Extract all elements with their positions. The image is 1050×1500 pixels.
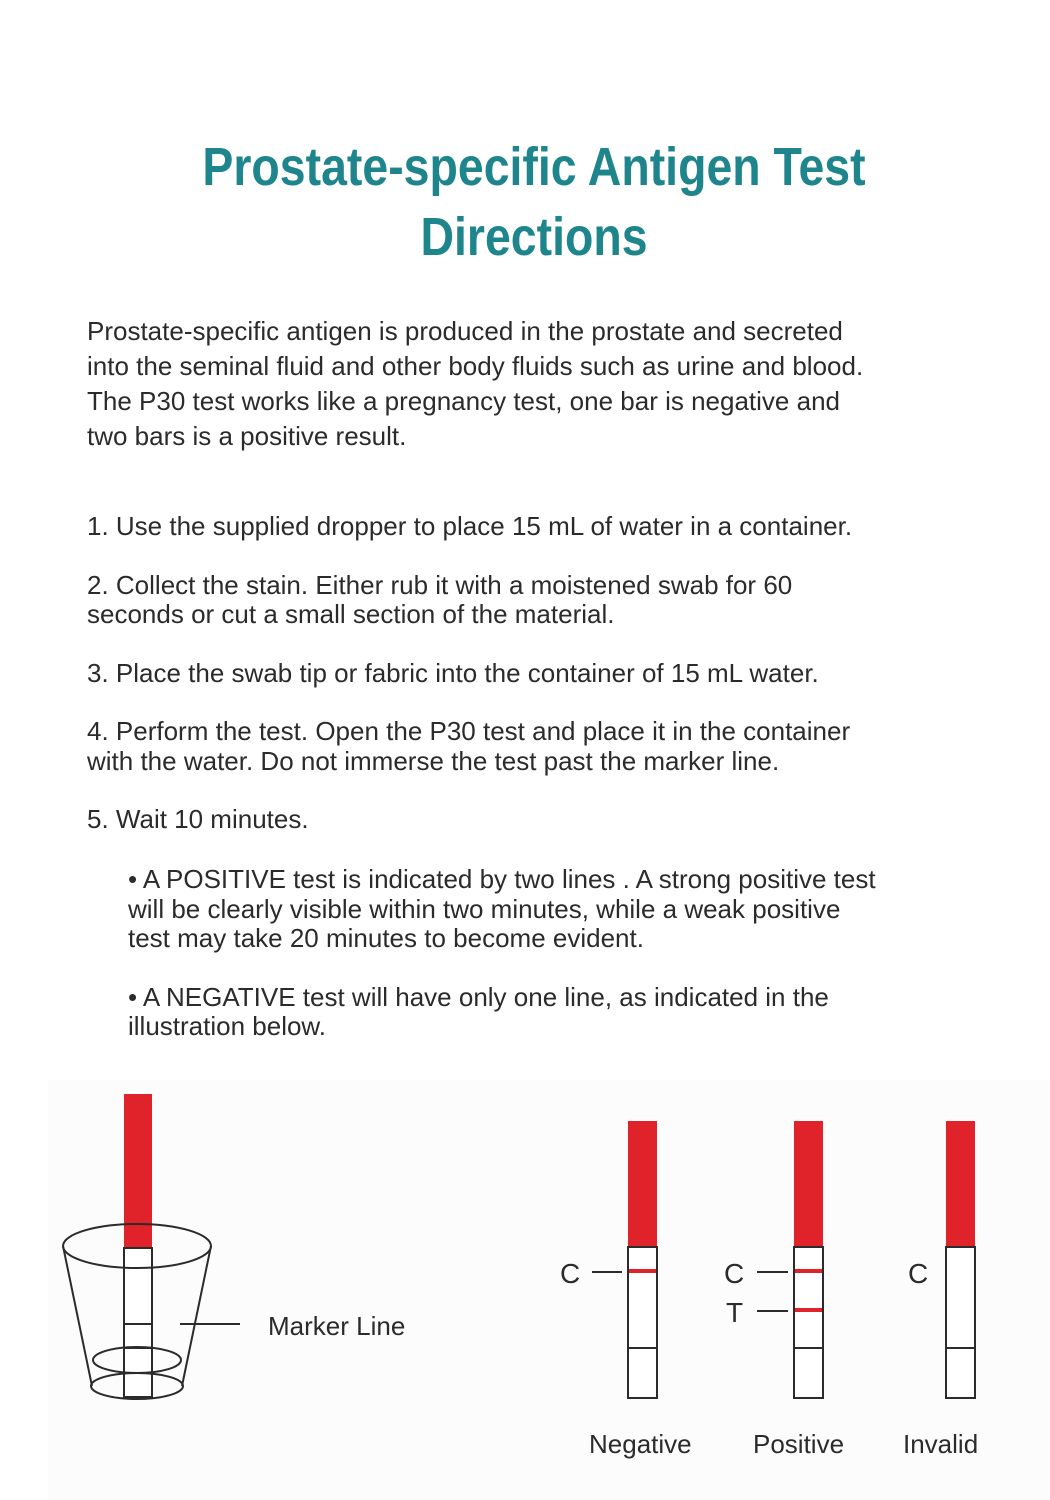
step-3 — [87, 659, 987, 689]
positive-strip — [724, 1121, 844, 1459]
step-line: seconds or cut a small section of the material. — [87, 599, 615, 629]
positive-c-label: C — [724, 1258, 745, 1289]
title-line-2: Directions — [420, 207, 648, 267]
intro-line: Prostate-specific antigen is produced in the prostate and secreted — [87, 316, 843, 346]
intro-paragraph — [87, 314, 987, 454]
negative-strip — [560, 1121, 692, 1459]
marker-line-label: Marker Line — [268, 1311, 406, 1341]
cup-side-left — [63, 1246, 92, 1386]
step-2 — [87, 571, 987, 630]
step-line: 3. Place the swab tip or fabric into the container of 15 mL water. — [87, 657, 819, 688]
step-line: 2. Collect the stain. Either rub it with a moistened swab for 60 — [87, 569, 793, 600]
test-diagram — [48, 1080, 1050, 1500]
note-line: will be clearly visible within two minutes, while a weak positive — [128, 893, 841, 924]
negative-c-label: C — [560, 1258, 581, 1289]
negative-note — [128, 983, 1008, 1042]
invalid-c-label: C — [908, 1258, 929, 1289]
negative-strip-red-top — [628, 1121, 657, 1247]
positive-caption: Positive — [753, 1429, 845, 1459]
step-line: with the water. Do not immerse the test past the marker line. — [87, 745, 780, 776]
dipped-strip-body — [124, 1248, 152, 1397]
step-4 — [87, 717, 987, 776]
step-line: 5. Wait 10 minutes. — [87, 804, 309, 834]
invalid-strip — [903, 1121, 978, 1459]
note-line: test may take 20 minutes to become evident. — [128, 923, 644, 953]
result-notes — [128, 865, 1008, 1071]
negative-caption: Negative — [589, 1429, 692, 1459]
positive-strip-red-top — [794, 1121, 823, 1247]
positive-t-label: T — [726, 1297, 744, 1328]
intro-line: The P30 test works like a pregnancy test, one bar is negative and — [87, 386, 840, 416]
note-line: • A NEGATIVE test will have only one line, as indicated in the — [128, 981, 829, 1012]
cup-side-right — [182, 1246, 211, 1386]
step-line: 4. Perform the test. Open the P30 test and place it in the container — [87, 716, 851, 746]
intro-line: two bars is a positive result. — [87, 421, 407, 451]
note-line: • A POSITIVE test is indicated by two lines . A strong positive test — [128, 864, 876, 894]
step-1 — [87, 512, 987, 542]
invalid-caption: Invalid — [903, 1429, 979, 1459]
invalid-strip-body — [946, 1247, 975, 1398]
steps-list — [87, 512, 987, 864]
invalid-strip-red-top — [946, 1121, 975, 1247]
title-line-1: Prostate-specific Antigen Test — [202, 137, 866, 197]
step-line: 1. Use the supplied dropper to place 15 mL of water in a container. — [87, 511, 853, 541]
page-title — [75, 132, 993, 272]
cup-with-strip — [63, 1094, 240, 1399]
positive-note — [128, 865, 1008, 954]
intro-line: into the seminal fluid and other body fluids such as urine and blood. — [87, 351, 864, 381]
step-5 — [87, 805, 987, 835]
note-line: illustration below. — [128, 1011, 326, 1041]
test-illustration — [48, 1080, 1050, 1500]
